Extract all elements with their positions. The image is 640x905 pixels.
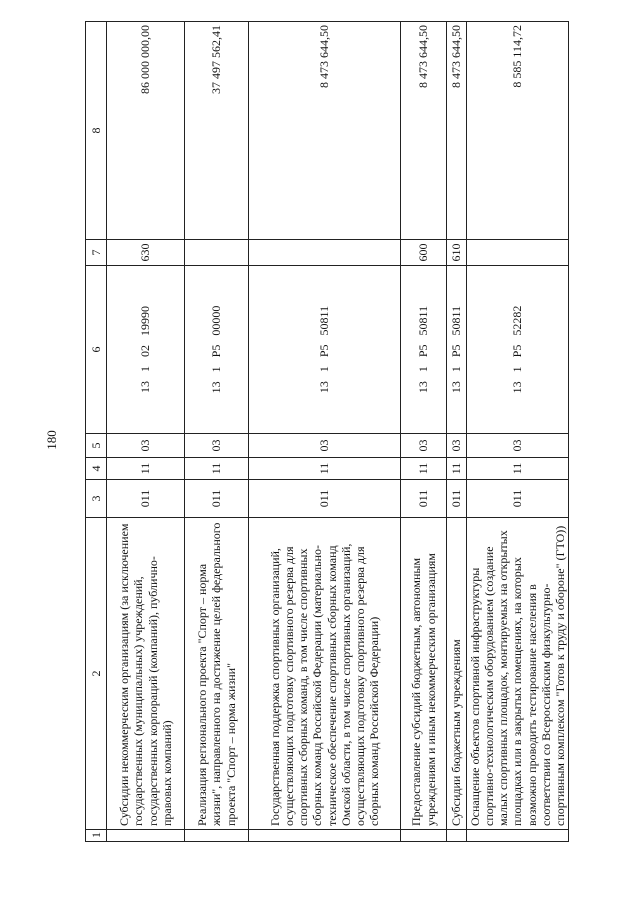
cell-target-article: 13 1 02 19990 bbox=[107, 266, 185, 434]
cell-expense-type: 610 bbox=[447, 240, 467, 266]
cell-expense-type bbox=[185, 240, 249, 266]
table-row bbox=[185, 22, 249, 842]
row-marker bbox=[467, 830, 569, 842]
column-header: 3 bbox=[86, 480, 107, 518]
table-row bbox=[467, 22, 569, 842]
column-header: 7 bbox=[86, 240, 107, 266]
cell-code-3: 011 bbox=[249, 480, 401, 518]
row-description: Государственная поддержка спортивных организаций, осуществляющих подготовку спортивного резерва для спортивных сборных команд, в том числе спортивных сборных команд Российской Федерации (материально-техническое обеспечение спортивных сборных команд Омской области, в том числе спортивных организаций, осуществляющих подготовку спортивного резерва для сборных команд Российской Федерации) bbox=[249, 518, 401, 830]
header-row bbox=[86, 22, 107, 842]
cell-amount: 8 473 644,50 bbox=[249, 22, 401, 240]
cell-expense-type bbox=[467, 240, 569, 266]
cell-expense-type: 600 bbox=[401, 240, 447, 266]
cell-code-4: 11 bbox=[447, 458, 467, 480]
row-marker bbox=[401, 830, 447, 842]
row-description: Предоставление субсидий бюджетным, автономным учреждениям и иным некоммерческим организациям bbox=[401, 518, 447, 830]
row-description: Оснащение объектов спортивной инфраструктуры спортивно-технологическим оборудованием (создание малых спортивных площадок, монтируемых на открытых площадках или в закрытых помещениях, на которых возможно проводить тестирование населения в соответствии со Всероссийским физкультурно-спортивным комплексом "Готов к труду и обороне" (ГТО)) bbox=[467, 518, 569, 830]
cell-code-4: 11 bbox=[107, 458, 185, 480]
row-marker bbox=[447, 830, 467, 842]
column-header: 8 bbox=[86, 22, 107, 240]
cell-code-4: 11 bbox=[467, 458, 569, 480]
cell-code-5: 03 bbox=[107, 434, 185, 458]
cell-code-3: 011 bbox=[401, 480, 447, 518]
cell-amount: 8 585 114,72 bbox=[467, 22, 569, 240]
row-marker bbox=[249, 830, 401, 842]
column-header: 1 bbox=[86, 830, 107, 842]
row-description: Субсидии некоммерческим организациям (за исключением государственных (муниципальных) учреждений, государственных корпораций (компаний), публично-правовых компаний) bbox=[107, 518, 185, 830]
cell-code-5: 03 bbox=[401, 434, 447, 458]
cell-code-3: 011 bbox=[467, 480, 569, 518]
cell-code-5: 03 bbox=[467, 434, 569, 458]
cell-target-article: 13 1 P5 00000 bbox=[185, 266, 249, 434]
cell-code-4: 11 bbox=[185, 458, 249, 480]
cell-target-article: 13 1 P5 50811 bbox=[249, 266, 401, 434]
cell-code-5: 03 bbox=[185, 434, 249, 458]
row-description: Субсидии бюджетным учреждениям bbox=[447, 518, 467, 830]
cell-amount: 8 473 644,50 bbox=[401, 22, 447, 240]
cell-code-4: 11 bbox=[401, 458, 447, 480]
cell-code-5: 03 bbox=[249, 434, 401, 458]
budget-table bbox=[85, 21, 569, 842]
cell-amount: 37 497 562,41 bbox=[185, 22, 249, 240]
column-header: 5 bbox=[86, 434, 107, 458]
table-row bbox=[401, 22, 447, 842]
column-header: 4 bbox=[86, 458, 107, 480]
row-marker bbox=[107, 830, 185, 842]
rotated-table-frame bbox=[85, 22, 567, 842]
table-row bbox=[107, 22, 185, 842]
cell-code-5: 03 bbox=[447, 434, 467, 458]
table-row bbox=[447, 22, 467, 842]
table-row bbox=[249, 22, 401, 842]
page-number: 180 bbox=[44, 430, 59, 450]
cell-target-article: 13 1 P5 50811 bbox=[401, 266, 447, 434]
cell-code-3: 011 bbox=[107, 480, 185, 518]
row-marker bbox=[185, 830, 249, 842]
column-header: 6 bbox=[86, 266, 107, 434]
cell-code-3: 011 bbox=[185, 480, 249, 518]
cell-amount: 86 000 000,00 bbox=[107, 22, 185, 240]
cell-amount: 8 473 644,50 bbox=[447, 22, 467, 240]
cell-expense-type: 630 bbox=[107, 240, 185, 266]
column-header: 2 bbox=[86, 518, 107, 830]
row-description: Реализация регионального проекта "Спорт – норма жизни", направленного на достижение целей федерального проекта "Спорт – норма жизни" bbox=[185, 518, 249, 830]
cell-target-article: 13 1 P5 50811 bbox=[447, 266, 467, 434]
cell-expense-type bbox=[249, 240, 401, 266]
cell-target-article: 13 1 P5 52282 bbox=[467, 266, 569, 434]
cell-code-4: 11 bbox=[249, 458, 401, 480]
cell-code-3: 011 bbox=[447, 480, 467, 518]
